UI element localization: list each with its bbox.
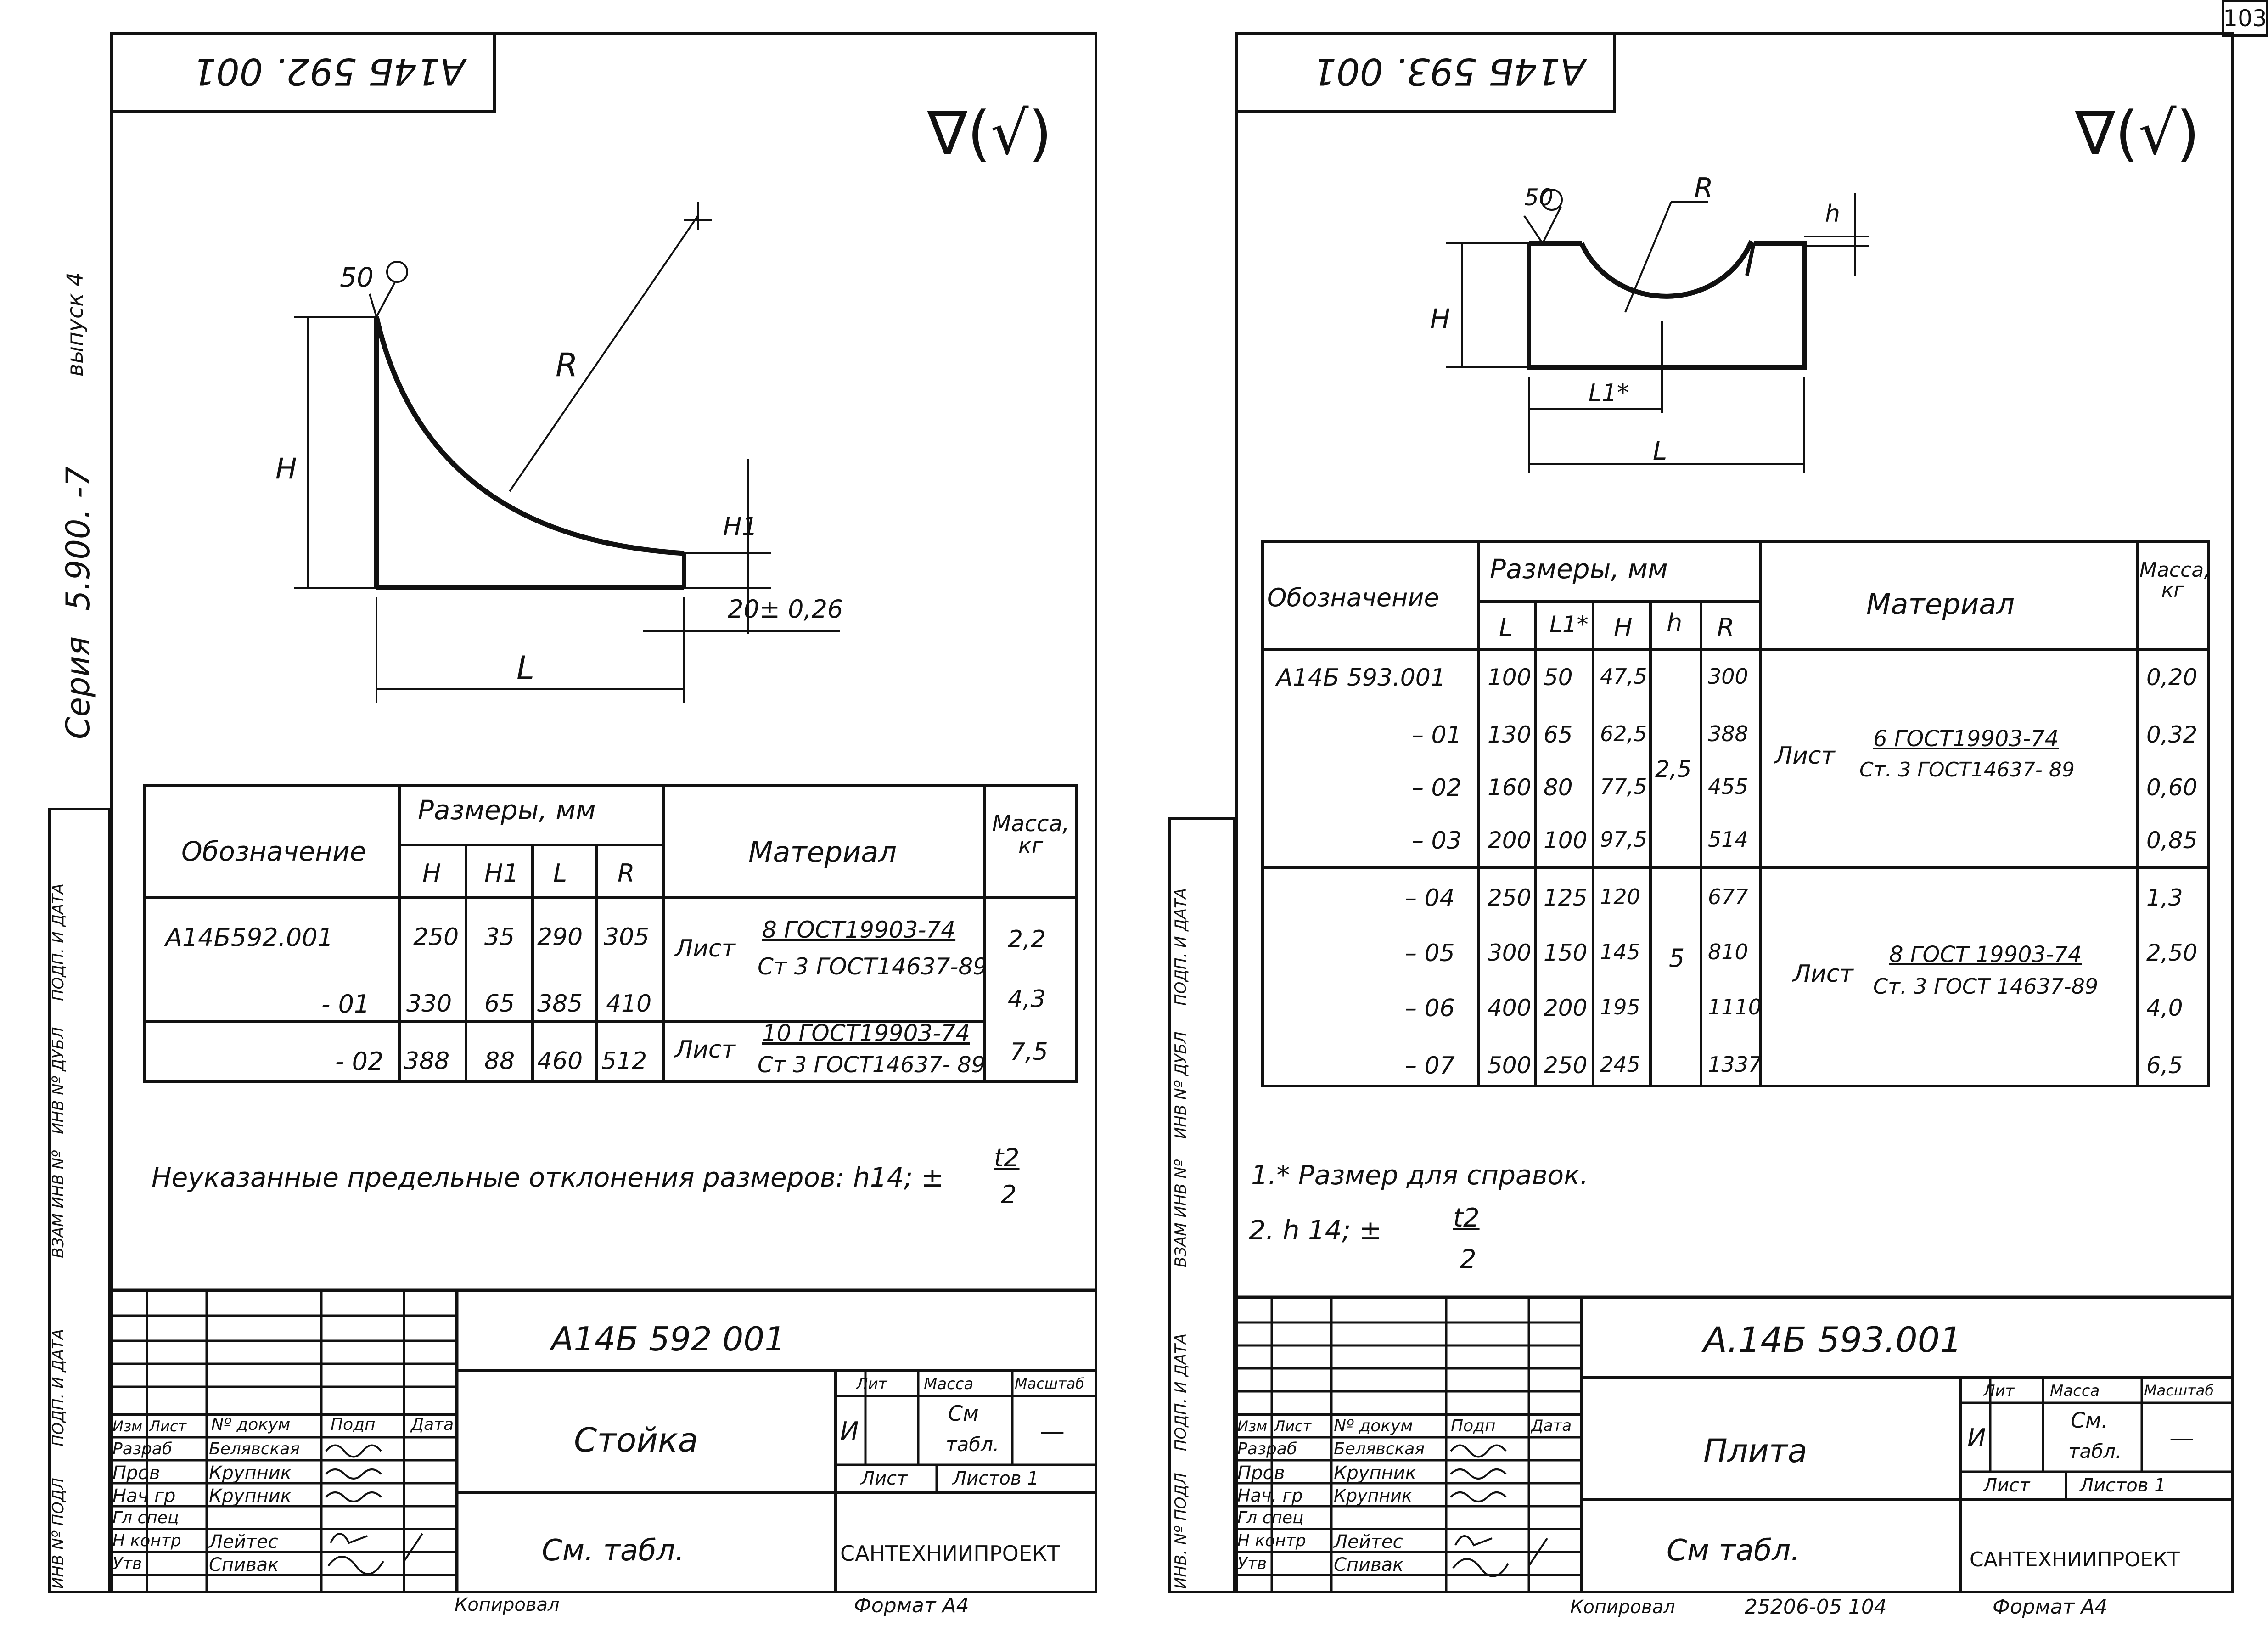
left-h1-label: H1 [723,512,758,541]
left-h-label: H [275,452,297,485]
right-row-7-h: 245 [1600,1052,1640,1077]
right-tb-hdr-0: Изм [1237,1418,1268,1435]
left-tb-role-5: Утв [112,1554,142,1573]
right-tb-hdr-2: Nº докум [1334,1417,1413,1435]
right-material-1-bottom: Ст. 3 ГОСТ14637- 89 [1859,758,2075,782]
left-material-1-label: Лист [675,935,735,962]
left-tb-person-1: Крупник [209,1463,292,1484]
left-row-2-h1: 88 [484,1047,515,1075]
right-col-material: Материал [1866,587,2015,621]
right-row-6-designation: – 06 [1405,995,1455,1022]
left-tb-mass: Масса [924,1375,974,1393]
left-tb-role-1: Пров [112,1463,160,1484]
right-roughness-value: 50 [1524,184,1554,211]
left-row-0-designation: А14Б592.001 [165,923,334,952]
right-row-6-l1: 200 [1544,995,1588,1021]
right-material-1-label: Лист [1774,742,1835,770]
issue-label: выпуск 4 [62,272,88,377]
left-row-1-h: 330 [406,990,452,1018]
left-row-0-h: 250 [413,923,459,951]
right-h-label: H [1430,303,1450,334]
right-material-2-bottom: Ст. 3 ГОСТ 14637-89 [1873,974,2099,999]
left-row-1-mass: 4,3 [1008,985,1046,1013]
right-material-1-top: 6 ГОСТ19903-74 [1873,726,2059,752]
right-tb-scale-val: — [2169,1423,2194,1452]
right-col-dims: Размеры, мм [1490,553,1668,585]
right-tb-role-0: Разраб [1237,1440,1297,1458]
left-strip-label-2: ВЗАМ ИНВ Nº [49,1150,67,1258]
right-row-3-r: 514 [1708,827,1748,852]
right-row-4-h: 120 [1600,884,1640,909]
left-tb-code: А14Б 592 001 [551,1320,786,1358]
right-note-frac-bottom: 2 [1460,1244,1476,1274]
right-row-5-mass: 2,50 [2146,940,2198,966]
left-material-1-bottom: Ст 3 ГОСТ14637-89 [758,953,988,980]
right-row-4-r: 677 [1708,884,1748,909]
right-row-7-mass: 6,5 [2146,1052,2183,1079]
left-tb-lit-val: И [840,1417,859,1446]
left-tb-sheet: Лист [861,1468,908,1489]
right-tb-scale: Масштаб [2144,1382,2214,1399]
left-row-1-r: 410 [606,990,652,1018]
right-tb-person-1: Крупник [1334,1463,1416,1484]
right-row-2-h: 77,5 [1600,774,1647,799]
right-tb-person-2: Крупник [1334,1485,1412,1506]
right-row-1-h: 62,5 [1600,721,1647,746]
left-row-0-h1: 35 [484,923,515,951]
right-row-0-l: 100 [1488,664,1532,691]
right-row-5-h: 145 [1600,940,1640,964]
right-row-6-mass: 4,0 [2146,995,2183,1021]
right-row-3-l1: 100 [1544,827,1588,854]
right-tb-name: Плита [1703,1432,1808,1470]
right-h-small-label: h [1825,200,1840,228]
right-row-1-designation: – 01 [1412,721,1462,749]
right-material-2-top: 8 ГОСТ 19903-74 [1889,942,2082,968]
right-tb-role-2: Нач. гр [1237,1485,1303,1506]
left-row-2-r: 512 [601,1047,647,1075]
left-tb-person-4: Лейтес [209,1531,278,1553]
left-dim-h1: H1 [484,859,519,888]
right-row-1-mass: 0,32 [2146,721,2198,748]
right-row-2-l: 160 [1488,774,1532,801]
left-row-1-designation: - 01 [321,990,370,1018]
right-row-2-mass: 0,60 [2146,774,2198,801]
left-tb-role-2: Нач гр [112,1485,176,1507]
left-mirrored-code: А14Б 592. 001 [193,50,466,93]
right-footer-format: Формат А4 [1993,1595,2108,1619]
series-number: 5.900. -7 [59,466,97,611]
right-row-6-l: 400 [1488,995,1532,1021]
left-tb-scale-val: — [1040,1417,1065,1446]
left-col-mass: Масса, кг [992,811,1070,859]
left-tb-material: См. табл. [542,1534,685,1568]
left-row-0-r: 305 [604,923,650,951]
left-roughness-symbol: ∇(√) [927,98,1052,168]
left-dim-h: H [422,859,441,888]
right-footer-code: 25206-05 104 [1745,1595,1887,1619]
left-row-1-h1: 65 [484,990,515,1018]
left-row-0-l: 290 [537,923,583,951]
left-strip-label-1: ПОДП. И ДАТА [49,1328,67,1446]
right-tb-role-5: Утв [1237,1554,1267,1573]
left-material-2-label: Лист [675,1036,735,1063]
right-tb-role-4: Н контр [1237,1531,1306,1550]
right-tb-person-5: Спивак [1334,1554,1404,1575]
left-tb-person-2: Крупник [209,1485,292,1507]
right-tb-lit-val: И [1967,1423,1986,1452]
right-row-4-designation: – 04 [1405,884,1455,912]
left-l-label: L [516,649,534,687]
left-note-frac-top: t2 [994,1143,1020,1172]
right-row-1-l: 130 [1488,721,1532,748]
left-strip-label-4: ПОДП. И ДАТА [49,883,67,1001]
left-tb-lit: Лит [856,1375,887,1393]
left-tb-mass-val-2: табл. [946,1433,999,1456]
right-h-group-2: 5 [1669,944,1685,973]
left-tb-hdr-3: Подп [331,1415,376,1434]
left-row-2-designation: - 02 [335,1047,384,1076]
right-row-7-l1: 250 [1544,1052,1588,1079]
left-tb-hdr-2: Nº докум [211,1415,291,1434]
left-tb-mass-val-1: См [948,1401,979,1426]
right-col-mass: Масса, кг [2139,558,2211,602]
left-dim-l: L [553,859,567,888]
right-row-6-r: 1110 [1708,995,1762,1019]
left-row-2-h: 388 [404,1047,450,1075]
right-note-frac-top: t2 [1453,1203,1480,1233]
right-row-2-l1: 80 [1544,774,1573,801]
right-row-0-h: 47,5 [1600,664,1647,689]
right-row-4-mass: 1,3 [2146,884,2183,911]
right-tb-lit: Лит [1983,1382,2015,1400]
left-tb-org: САНТЕХНИИПРОЕКТ [840,1541,1060,1566]
left-footer-copied: Копировал [455,1594,560,1615]
right-strip-label-3: ИНВ Nº ДУБЛ [1172,1031,1190,1139]
right-row-7-r: 1337 [1708,1052,1762,1077]
right-row-3-l: 200 [1488,827,1532,854]
right-row-1-l1: 65 [1544,721,1573,748]
right-row-3-h: 97,5 [1600,827,1647,852]
right-tb-code: А.14Б 593.001 [1703,1319,1962,1360]
right-h-group-1: 2,5 [1655,756,1692,782]
right-dim-l1: L1* [1549,611,1589,638]
left-tb-hdr-4: Дата [411,1415,454,1434]
left-col-designation: Обозначение [181,836,366,867]
left-row-2-mass: 7,5 [1010,1038,1048,1066]
left-strip-label-0: ИНВ Nº ПОДЛ [49,1478,67,1589]
right-row-5-designation: – 05 [1405,940,1455,967]
left-row-1-l: 385 [537,990,583,1018]
right-l1-label: L1* [1589,379,1629,407]
left-tb-hdr-0: Изм [112,1418,143,1435]
right-dim-hsmall: h [1667,608,1683,637]
right-tb-mass-val-1: См. [2071,1408,2108,1433]
right-row-5-l1: 150 [1544,940,1588,966]
right-row-2-r: 455 [1708,774,1748,799]
right-tb-material: См табл. [1667,1534,1800,1568]
left-dim-r: R [618,859,635,888]
right-mirrored-code: А14Б 593. 001 [1313,50,1586,93]
right-tb-person-0: Белявская [1334,1440,1425,1458]
right-strip-label-1: ПОДП. И ДАТА [1172,1333,1190,1451]
right-footer-copied: Копировал [1570,1597,1675,1618]
left-col-material: Материал [748,835,897,869]
right-col-designation: Обозначение [1267,583,1439,612]
left-col-dims: Размеры, мм [418,794,596,826]
left-row-2-l: 460 [537,1047,583,1075]
left-material-2-bottom: Ст 3 ГОСТ14637- 89 [758,1052,986,1078]
left-tb-role-3: Гл спец [112,1508,179,1527]
left-tb-scale: Масштаб [1015,1375,1085,1392]
right-strip-label-2: ВЗАМ ИНВ Nº [1172,1159,1190,1267]
right-dim-l: L [1499,613,1513,642]
right-tb-person-4: Лейтес [1334,1531,1403,1553]
right-row-5-r: 810 [1708,940,1748,964]
right-row-0-designation: А14Б 593.001 [1276,664,1446,692]
right-tb-sheets: Листов 1 [2080,1475,2166,1496]
right-dim-r: R [1717,613,1735,642]
left-material-2-top: 10 ГОСТ19903-74 [762,1020,970,1046]
right-row-3-mass: 0,85 [2146,827,2198,854]
left-r-label: R [556,346,578,384]
right-row-7-l: 500 [1488,1052,1532,1079]
series-label: Серия [59,636,97,739]
right-row-4-l: 250 [1488,884,1532,911]
left-note-frac-bottom: 2 [1001,1180,1017,1209]
left-tb-person-5: Спивак [209,1554,279,1575]
left-tb-role-4: Н контр [112,1531,181,1550]
left-roughness-value: 50 [340,262,374,293]
right-tb-org: САНТЕХНИИПРОЕКТ [1970,1548,2180,1571]
left-tb-person-0: Белявская [209,1440,300,1458]
page-number: 103 [2222,0,2268,37]
right-dim-h: H [1614,613,1633,642]
right-material-2-label: Лист [1793,960,1853,988]
left-material-1-top: 8 ГОСТ19903-74 [762,917,956,943]
right-note-1: 1.* Размер для справок. [1251,1159,1589,1191]
right-strip-label-0: ИНВ. Nº ПОДЛ [1172,1473,1190,1589]
right-row-6-h: 195 [1600,995,1640,1019]
left-tolerance-note: Неуказанные предельные отклонения размеров: h14; ± [152,1162,944,1193]
right-row-4-l1: 125 [1544,884,1588,911]
left-tb-sheets: Листов 1 [953,1468,1039,1489]
right-tb-role-1: Пров [1237,1463,1285,1484]
right-row-5-l: 300 [1488,940,1532,966]
right-row-2-designation: – 02 [1412,774,1462,802]
left-row-0-mass: 2,2 [1008,926,1046,953]
right-tb-sheet: Лист [1983,1475,2030,1496]
right-r-label: R [1694,172,1713,204]
left-offset-label: 20± 0,26 [728,595,843,624]
right-row-1-r: 388 [1708,721,1748,746]
left-tb-name: Стойка [574,1421,698,1459]
right-l-label: L [1653,436,1667,466]
right-row-0-r: 300 [1708,664,1748,689]
right-tb-hdr-1: Лист [1274,1418,1312,1435]
left-strip-label-3: ИНВ Nº ДУБЛ [49,1027,67,1134]
right-row-0-mass: 0,20 [2146,664,2198,691]
left-tb-role-0: Разраб [112,1440,173,1458]
right-tb-role-3: Гл спец [1237,1508,1304,1527]
left-tb-hdr-1: Лист [149,1418,187,1435]
right-tb-mass-val-2: табл. [2068,1440,2122,1463]
right-tb-mass: Масса [2050,1382,2100,1400]
right-tb-hdr-3: Подп [1451,1417,1496,1435]
right-row-0-l1: 50 [1544,664,1573,691]
right-strip-label-4: ПОДП. И ДАТА [1172,888,1190,1006]
right-row-7-designation: – 07 [1405,1052,1455,1080]
right-tb-hdr-4: Дата [1531,1417,1572,1435]
right-note-2: 2. h 14; ± [1249,1215,1382,1246]
right-roughness-symbol: ∇(√) [2075,98,2200,168]
right-row-3-designation: – 03 [1412,827,1462,855]
left-footer-format: Формат А4 [854,1594,969,1617]
